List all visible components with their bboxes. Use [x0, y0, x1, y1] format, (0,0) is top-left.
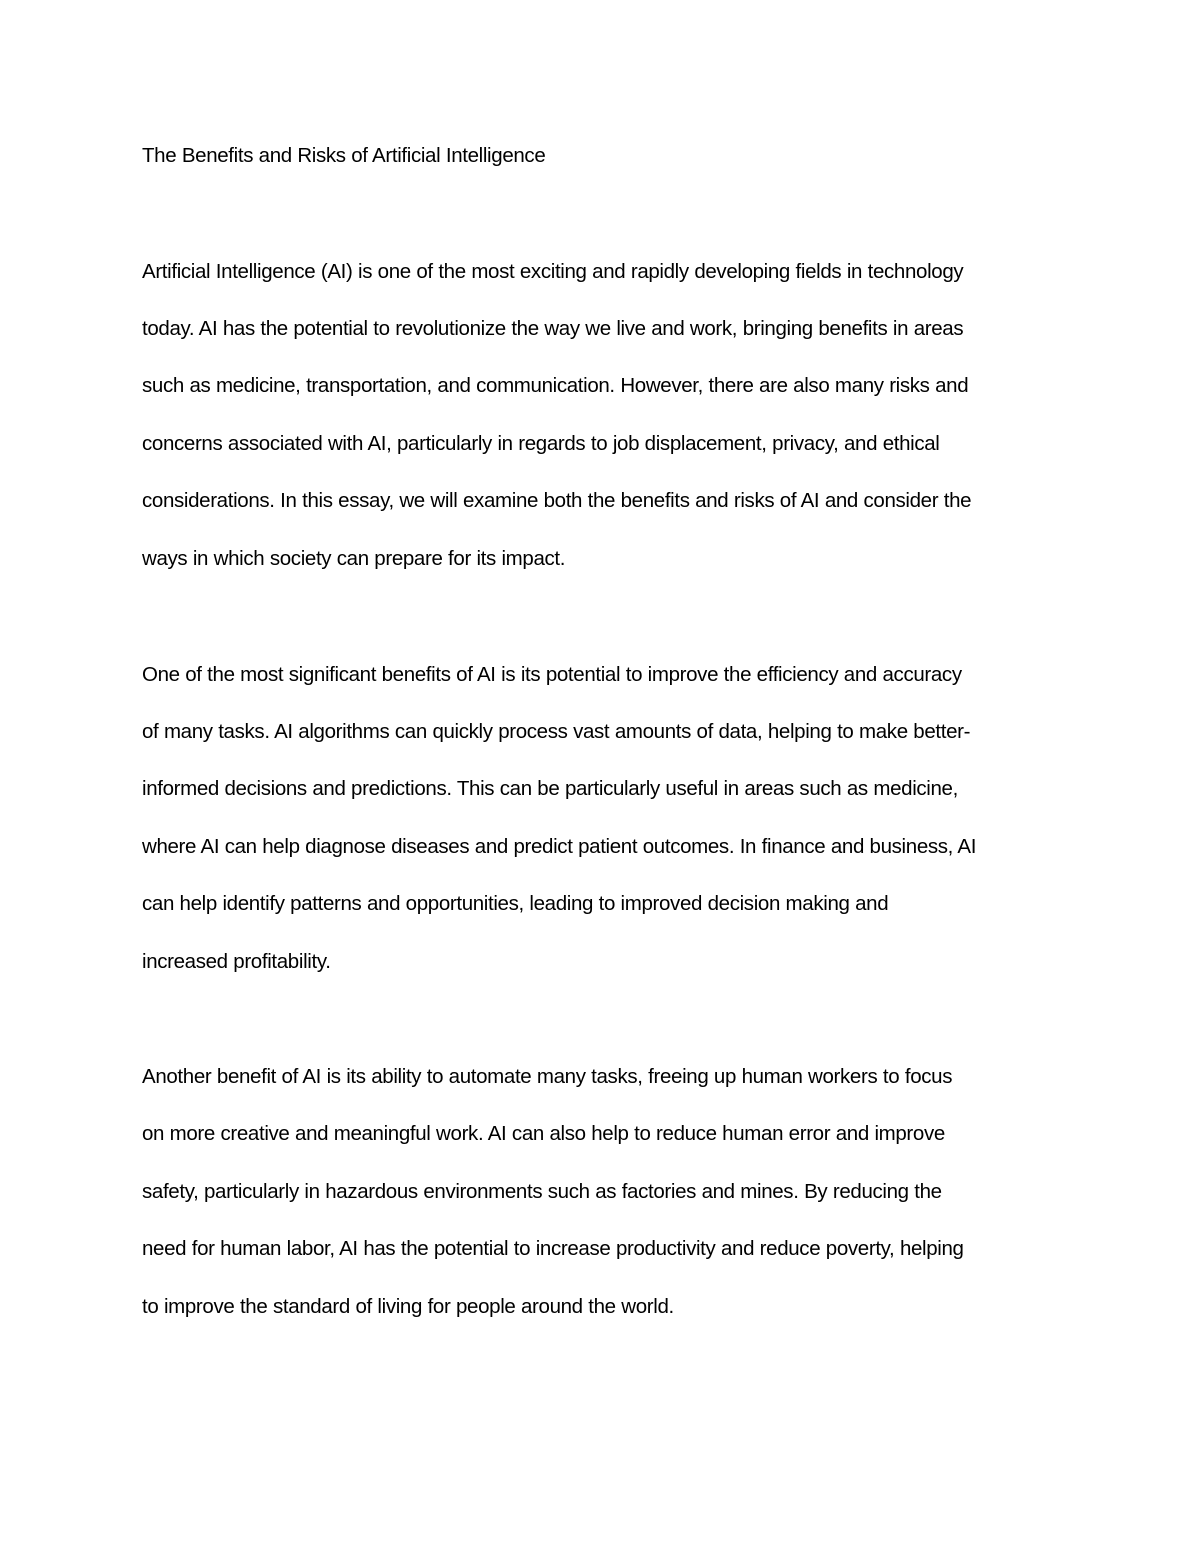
- paragraph-line: increased profitability.: [142, 950, 331, 973]
- paragraph-line: where AI can help diagnose diseases and predict patient outcomes. In finance and business, AI: [142, 835, 977, 858]
- paragraph-line: of many tasks. AI algorithms can quickly process vast amounts of data, helping to make better-: [142, 720, 971, 743]
- paragraph-line: informed decisions and predictions. This can be particularly useful in areas such as medicine,: [142, 777, 958, 800]
- paragraph-line: ways in which society can prepare for its impact.: [142, 547, 566, 570]
- paragraph-line: concerns associated with AI, particularly in regards to job displacement, privacy, and ethical: [142, 432, 940, 455]
- document-title: The Benefits and Risks of Artificial Intelligence: [142, 144, 546, 167]
- paragraph-line: Another benefit of AI is its ability to automate many tasks, freeing up human workers to focus: [142, 1065, 953, 1088]
- paragraph-line: today. AI has the potential to revolutionize the way we live and work, bringing benefits in areas: [142, 317, 964, 340]
- paragraph-line: considerations. In this essay, we will examine both the benefits and risks of AI and consider the: [142, 489, 972, 512]
- paragraph-line: to improve the standard of living for people around the world.: [142, 1295, 674, 1318]
- paragraph-line: need for human labor, AI has the potential to increase productivity and reduce poverty, helping: [142, 1237, 964, 1260]
- paragraph-line: such as medicine, transportation, and communication. However, there are also many risks and: [142, 374, 969, 397]
- paragraph-line: One of the most significant benefits of AI is its potential to improve the efficiency and accuracy: [142, 663, 962, 686]
- paragraph-line: safety, particularly in hazardous environments such as factories and mines. By reducing the: [142, 1180, 942, 1203]
- paragraph-line: can help identify patterns and opportunities, leading to improved decision making and: [142, 892, 889, 915]
- paragraph-line: on more creative and meaningful work. AI can also help to reduce human error and improve: [142, 1122, 945, 1145]
- paragraph-line: Artificial Intelligence (AI) is one of the most exciting and rapidly developing fields in technology: [142, 260, 964, 283]
